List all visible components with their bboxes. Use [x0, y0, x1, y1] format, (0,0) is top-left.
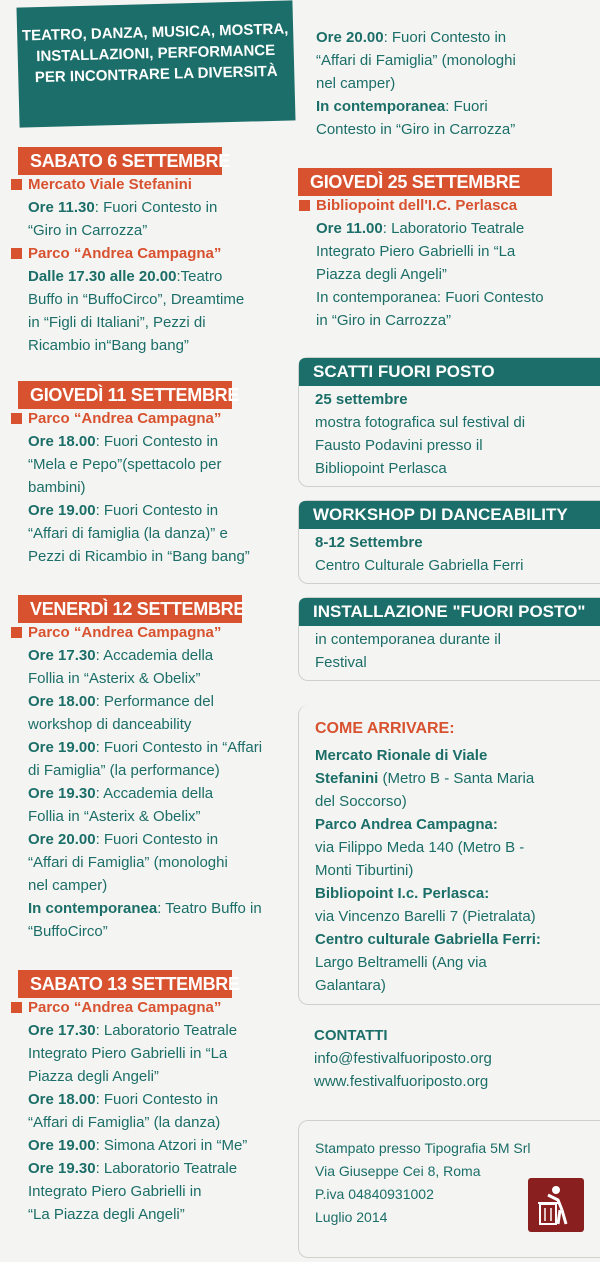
event-line: “Giro in Carrozza”	[28, 222, 148, 239]
event-line: Contesto in “Giro in Carrozza”	[316, 121, 516, 138]
event-line: Ore 17.30: Laboratorio Teatrale	[28, 1022, 238, 1039]
event-line: “Affari di Famiglia” (monologhi	[28, 854, 228, 871]
day-block	[10, 407, 295, 568]
event-line: Ore 18.00: Performance del	[28, 693, 214, 710]
event-line: “Affari di famiglia (la danza)” e	[28, 525, 228, 542]
day-block	[10, 173, 295, 357]
event-line: in “Giro in Carrozza”	[316, 312, 452, 329]
event-line: Ore 18.00: Fuori Contesto in	[28, 433, 219, 450]
event-line: Ore 18.00: Fuori Contesto in	[28, 1091, 219, 1108]
directions-panel	[298, 705, 600, 1005]
continued-block	[298, 26, 598, 141]
box-body: in contemporanea durante il Festival	[315, 631, 501, 671]
event-line: Ore 19.30: Accademia della	[28, 785, 214, 802]
day-heading: GIOVEDÌ 25 SETTEMBRE	[298, 168, 552, 196]
info-box-installazione	[298, 597, 600, 681]
event-line: In contemporanea: Teatro Buffo in	[28, 900, 262, 917]
day-block	[10, 621, 295, 943]
event-line: “Affari di Famiglia” (la danza)	[28, 1114, 221, 1131]
event-line: “La Piazza degli Angeli”	[28, 1206, 185, 1223]
event-line: di Famiglia” (la performance)	[28, 762, 220, 779]
event-line: in “Figli di Italiani”, Pezzi di	[28, 314, 206, 331]
event-line: In contemporanea: Fuori Contesto	[316, 289, 544, 306]
place-name: Parco “Andrea Campagna”	[10, 996, 295, 1019]
event-line: Piazza degli Angeli”	[316, 266, 447, 283]
event-line: “Mela e Pepo”(spettacolo per	[28, 456, 222, 473]
event-line: Ricambio in“Bang bang”	[28, 337, 189, 354]
event-line: Integrato Piero Gabrielli in “La	[28, 1045, 228, 1062]
event-line: Ore 20.00: Fuori Contesto in	[316, 29, 507, 46]
event-line: Pezzi di Ricambio in “Bang bang”	[28, 548, 250, 565]
event-line: Integrato Piero Gabrielli in “La	[316, 243, 516, 260]
box-title: SCATTI FUORI POSTO	[299, 358, 600, 386]
event-line: Ore 19.00: Simona Atzori in “Me”	[28, 1137, 248, 1154]
event-line: Follia in “Asterix & Obelix”	[28, 670, 201, 687]
place-name: Parco “Andrea Campagna”	[10, 407, 295, 430]
event-line: Ore 17.30: Accademia della	[28, 647, 214, 664]
banner-line: PER INCONTRARE LA DIVERSITÀ	[34, 62, 278, 87]
website-link[interactable]: www.festivalfuoriposto.org	[314, 1073, 489, 1090]
event-line: Ore 19.30: Laboratorio Teatrale	[28, 1160, 238, 1177]
contacts-block	[314, 1024, 594, 1093]
event-line: Dalle 17.30 alle 20.00:Teatro	[28, 268, 223, 285]
event-line: nel camper)	[316, 75, 396, 92]
info-box-scatti	[298, 357, 600, 487]
banner-line: INSTALLAZIONI, PERFORMANCE	[36, 41, 276, 66]
right-column	[298, 0, 600, 1262]
event-line: bambini)	[28, 479, 86, 496]
place-name: Mercato Viale Stefanini	[10, 173, 295, 196]
box-body: 8-12 Settembre Centro Culturale Gabriella Ferri	[315, 534, 524, 574]
info-box-workshop	[298, 500, 600, 584]
event-line: Ore 19.00: Fuori Contesto in	[28, 502, 219, 519]
trash-bin-icon	[528, 1178, 584, 1232]
event-line: nel camper)	[28, 877, 108, 894]
directions-body: COME ARRIVARE: Mercato Rionale di Viale Stefanini (Metro B - Santa Maria del Soccorso) Parco Andrea Campagna: via Filippo Meda 140 (Metro B - Monti Tiburtini) Bibliopoint I.c. Perlasca: via Vincenzo Barelli 7 (Pietralata) Centro culturale Gabriella Ferri: Largo Beltramelli (Ang via Galantara)	[299, 705, 600, 1003]
place-name: Bibliopoint dell'I.C. Perlasca	[298, 194, 598, 217]
place-name: Parco “Andrea Campagna”	[10, 621, 295, 644]
event-line: Buffo in “BuffoCirco”, Dreamtime	[28, 291, 245, 308]
event-line: Ore 11.00: Laboratorio Teatrale	[316, 220, 525, 237]
title-banner	[16, 0, 295, 127]
day-heading: SABATO 13 SETTEMBRE	[18, 970, 232, 998]
event-line: Piazza degli Angeli”	[28, 1068, 159, 1085]
box-body: 25 settembre mostra fotografica sul festival di Fausto Podavini presso il Bibliopoint Perlasca	[315, 391, 526, 477]
event-line: Ore 11.30: Fuori Contesto in	[28, 199, 218, 216]
day-heading: VENERDÌ 12 SETTEMBRE	[18, 595, 242, 623]
day-heading: GIOVEDÌ 11 SETTEMBRE	[18, 381, 232, 409]
event-line: Ore 19.00: Fuori Contesto in “Affari	[28, 739, 263, 756]
day-block	[298, 194, 598, 332]
directions-title: COME ARRIVARE:	[315, 720, 455, 737]
event-line: Follia in “Asterix & Obelix”	[28, 808, 201, 825]
event-line: workshop di danceability	[28, 716, 192, 733]
place-name: Parco “Andrea Campagna”	[10, 242, 295, 265]
event-line: Ore 20.00: Fuori Contesto in	[28, 831, 219, 848]
contacts-title: CONTATTI	[314, 1027, 388, 1044]
print-info: Stampato presso Tipografia 5M Srl Via Giuseppe Cei 8, Roma P.iva 04840931002 Luglio 2014	[315, 1140, 531, 1225]
event-line: Integrato Piero Gabrielli in	[28, 1183, 202, 1200]
email-link[interactable]: info@festivalfuoriposto.org	[314, 1050, 492, 1067]
event-line: “BuffoCirco”	[28, 923, 108, 940]
box-title: WORKSHOP DI DANCEABILITY	[299, 501, 600, 529]
banner-line: TEATRO, DANZA, MUSICA, MOSTRA,	[21, 20, 289, 45]
day-block	[10, 996, 295, 1226]
event-line: In contemporanea: Fuori	[316, 98, 488, 115]
day-heading: SABATO 6 SETTEMBRE	[18, 147, 222, 175]
event-line: “Affari di Famiglia” (monologhi	[316, 52, 516, 69]
box-title: INSTALLAZIONE "FUORI POSTO"	[299, 598, 600, 626]
